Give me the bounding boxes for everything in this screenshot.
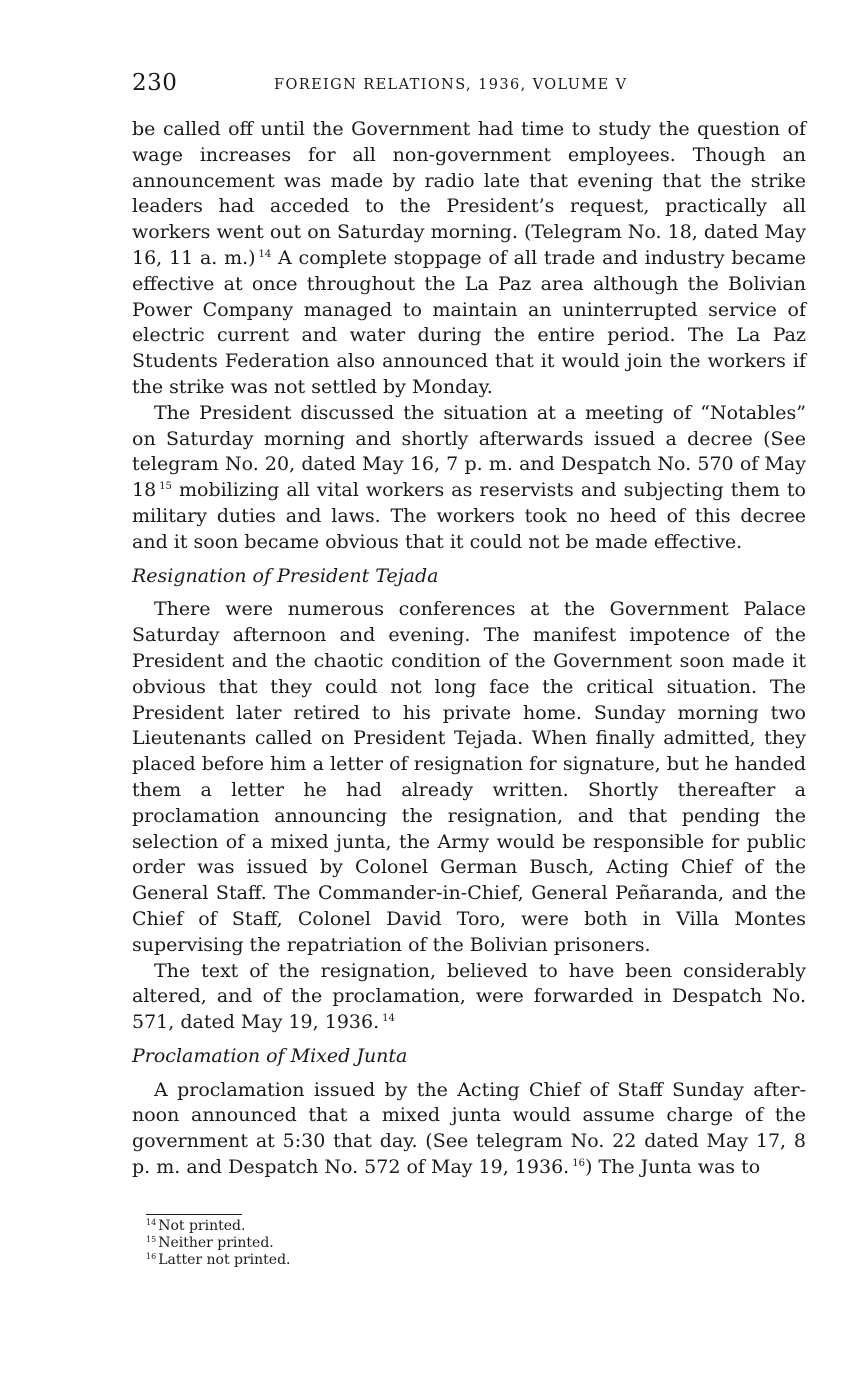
paragraph-5-text-a: A proclamation issued by the Acting Chief of Staff Sunday afternoon announced that a mixed junta would assume charge of the government at 5:30 that day. (See telegram No. 22 dated May 17, 8 p. m. and Despatch No. 572 of May 19, 1936. [132,1078,806,1179]
footnote-text: Not printed. [158,1218,246,1234]
paragraph-5-text-b: ) The Junta was to [584,1156,761,1179]
paragraph-5 [132,1078,806,1181]
page-header [132,70,808,104]
paragraph-4-text: The text of the resignation, believed to have been considerably altered, and of the proclamation, were forwarded in Despatch No. 571, dated May 19, 1936. [132,959,806,1034]
footnote-14 [146,1218,291,1235]
footnotes [146,1218,291,1269]
section-heading-junta: Proclamation of Mixed Junta [132,1044,408,1067]
paragraph-1-text-a: be called off until the Government had time to study the question of wage increases for all non-government employees. Though an announcement was made by radio late that evening that the strike leaders had acceded to the President’s request, practically all workers went out on Saturday morning. (Telegram No. 18, dated May 16, 11 a. m.) [132,118,806,269]
body-text [132,117,806,1181]
footnote-ref-15: 15 [159,481,172,493]
footnote-text: Neither printed. [158,1235,274,1251]
footnote-number: 16 [146,1252,157,1261]
footnote-ref-16: 16 [572,1158,585,1170]
paragraph-1-text-b: A complete stoppage of all trade and industry became effective at once throughout the La Paz area although the Bolivian Power Company managed to maintain an uninterrupted service of electric current and water during the entire period. The La Paz Students Federation also announced that it would join the workers if the strike was not settled by Monday. [132,246,806,398]
footnote-15 [146,1235,291,1252]
footnote-number: 14 [146,1218,157,1227]
paragraph-3: There were numerous conferences at the Government Palace Saturday afternoon and evening. The manifest impotence of the President and the chaotic condition of the Government soon made it obvious that they could not long face the critical situation. The President later retired to his private home. Sunday morning two Lieutenants called on President Tejada. When finally admitted, they placed before him a letter of resignation for signature, but he handed them a letter he had already written. Shortly thereafter a proclamation announcing the resignation, and that pending the selection of a mixed junta, the Army would be responsible for public order was issued by Colonel German Busch, Acting Chief of the General Staff. The Commander-in-Chief, General Peñaranda, and the Chief of Staff, Colonel David Toro, were both in Villa Montes supervising the repatriation of the Bolivian prisoners. [132,598,806,956]
footnote-text: Latter not printed. [158,1252,291,1268]
footnote-divider [146,1214,242,1215]
footnote-16 [146,1252,291,1269]
running-head: FOREIGN RELATIONS, 1936, VOLUME V [274,77,628,93]
paragraph-1 [132,117,806,401]
page-number: 230 [132,70,178,96]
paragraph-4 [132,959,806,1036]
footnote-ref-14: 14 [258,248,272,260]
footnote-ref-14-b: 14 [382,1013,395,1025]
paragraph-2-text-a: The President discussed the situation at a meeting of “Notables” on Saturday morning and shortly afterwards issued a decree (See telegram No. 20, dated May 16, 7 p. m. and Despatch No. 570 of May 18 [132,401,806,502]
section-heading-resignation: Resignation of President Tejada [132,564,439,587]
paragraph-2-text-b: mobilizing all vital workers as reservists and subjecting them to military duties and laws. The workers took no heed of this decree and it soon became obvious that it could not be made effective. [132,479,806,553]
footnote-number: 15 [146,1235,157,1244]
paragraph-2 [132,401,806,556]
